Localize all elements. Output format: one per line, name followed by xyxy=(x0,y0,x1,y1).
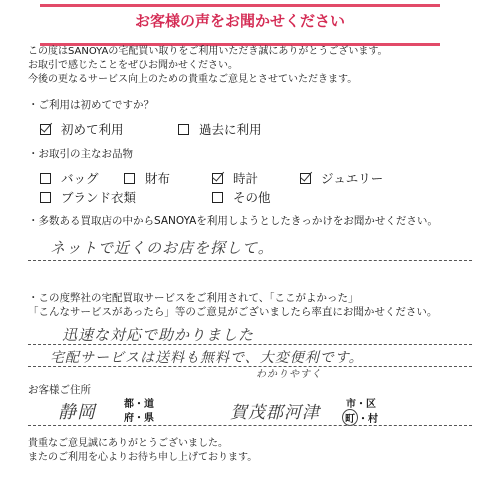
handwritten-insert-note: わかりやすく xyxy=(256,369,322,380)
checkbox-brand-clothing[interactable] xyxy=(40,192,51,203)
question-reason: ・多数ある買取店の中からSANOYAを利用しようとしたきっかけをお聞かせください。 xyxy=(28,215,438,227)
option-label: 時計 xyxy=(233,171,259,186)
option-first-time[interactable] xyxy=(40,120,124,138)
circled-town-mark: 町 xyxy=(342,409,358,426)
city-suffix-top: 市・区 xyxy=(346,399,376,410)
footer-text xyxy=(28,437,257,465)
page-title: お客様の声をお聞かせください xyxy=(134,12,345,30)
address-label: お客様ご住所 xyxy=(28,384,91,396)
footer-line-1: 貴重なご意見誠にありがとうございました。 xyxy=(28,438,228,449)
checkbox-jewelry[interactable] xyxy=(300,173,311,184)
checkbox-past-use[interactable] xyxy=(178,124,189,135)
checkbox-bag[interactable] xyxy=(40,173,51,184)
answer-line xyxy=(28,344,472,345)
option-label: ジュエリー xyxy=(321,171,384,186)
city-suffix-rest: ・村 xyxy=(358,414,378,425)
city-suffix-bottom xyxy=(342,409,378,426)
checkbox-watch[interactable] xyxy=(212,173,223,184)
prefecture-suffix-bottom: 府・県 xyxy=(124,413,154,424)
option-other[interactable] xyxy=(212,188,271,206)
intro-text xyxy=(28,45,468,87)
handwritten-city: 賀茂郡河津 xyxy=(230,403,320,423)
option-label: 初めて利用 xyxy=(61,122,124,137)
intro-line-3: 今後の更なるサービス向上のための貴重なご意見とさせていただきます。 xyxy=(28,74,358,85)
question-feedback-line-2: 「こんなサービスがあったら」等のご意見がございましたら率直にお聞かせください。 xyxy=(28,306,438,318)
option-wallet[interactable] xyxy=(124,169,170,187)
handwritten-prefecture: 静岡 xyxy=(58,402,96,423)
checkbox-first-time[interactable] xyxy=(40,124,51,135)
handwritten-answer-reason: ネットで近くのお店を探して。 xyxy=(50,239,274,257)
address-line xyxy=(28,425,472,426)
option-jewelry[interactable] xyxy=(300,169,383,187)
question-feedback-line-1: ・この度弊社の宅配買取サービスをご利用されて、「ここがよかった」 xyxy=(28,292,359,304)
option-label: バッグ xyxy=(61,171,99,186)
option-watch[interactable] xyxy=(212,169,258,187)
option-bag[interactable] xyxy=(40,169,99,187)
intro-line-2: お取引で感じたことをぜひお聞かせください。 xyxy=(28,60,238,71)
option-label: 過去に利用 xyxy=(199,122,262,137)
question-first-use: ・ご利用は初めてですか？ xyxy=(28,99,154,111)
footer-line-2: またのご利用を心よりお待ち申し上げております。 xyxy=(28,452,258,463)
option-brand-clothing[interactable] xyxy=(40,188,136,206)
handwritten-answer-line-1: 迅速な対応で助かりました xyxy=(62,326,255,344)
answer-line xyxy=(28,366,472,367)
checkbox-other[interactable] xyxy=(212,192,223,203)
checkbox-wallet[interactable] xyxy=(124,173,135,184)
option-label: その他 xyxy=(233,190,271,205)
handwritten-answer-line-2: 宅配サービスは送料も無料で、大変便利です。 xyxy=(50,350,364,366)
option-label: ブランド衣類 xyxy=(61,190,137,205)
prefecture-suffix-top: 都・道 xyxy=(124,399,154,410)
question-items: ・お取引の主なお品物 xyxy=(28,148,133,160)
option-label: 財布 xyxy=(145,171,171,186)
intro-line-1: この度はSANOYAの宅配買い取りをご利用いただき誠にありがとうございます。 xyxy=(28,46,388,57)
answer-line xyxy=(28,260,472,261)
option-past-use[interactable] xyxy=(178,120,262,138)
